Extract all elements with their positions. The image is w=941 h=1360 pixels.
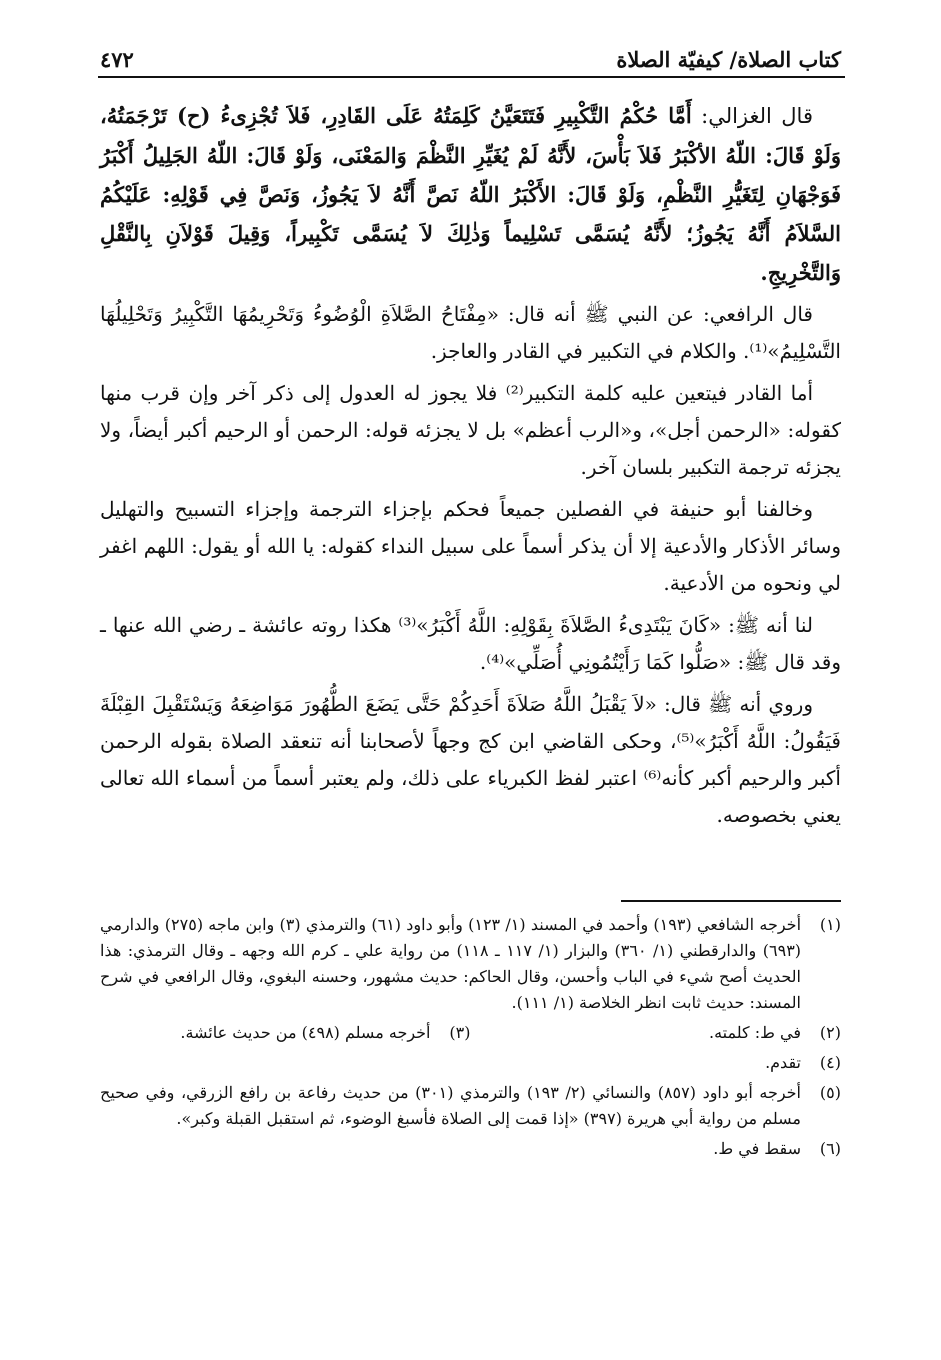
footnote-text: تقدم. — [765, 1053, 801, 1072]
rafii-paragraph: قال الرافعي: عن النبي ﷺ أنه قال: «مِفْتَاحُ الصَّلاَةِ الْوُضُوءُ وَتَحْرِيمُهَا التَّكْبِيرُ وَتَحْلِيلُهَا التَّسْلِيمُ»⁽¹⁾. والكلام في التكبير في القادر والعاجز. — [100, 302, 841, 363]
page-number: ٤٧٢ — [100, 47, 134, 72]
paragraph: وروي أنه ﷺ قال: «لاَ يَقْبَلُ اللَّهُ صَلاَةَ أَحَدِكُمْ حَتَّى يَضَعَ الطُّهُورَ مَوَاضِعَهُ وَيَسْتَقْبِلَ القِبْلَةَ فَيَقُولُ: اللَّهُ أَكْبَرُ»⁽⁵⁾، وحكى القاضي ابن كج وجهاً لأصحابنا أنه تنعقد الصلاة بقوله الرحمن أكبر والرحيم أكبر كأنه⁽⁶⁾ اعتبر لفظ الكبرياء على ذلك، ولم يعتبر أسماً من أسماء الله تعالى يعني بخصوصه. — [100, 692, 841, 827]
footnote-text: أخرجه مسلم (٤٩٨) من حديث عائشة. — [180, 1023, 431, 1042]
paragraph: أما القادر فيتعين عليه كلمة التكبير⁽²⁾ فلا يجوز له العدول إلى ذكر آخر وإن قرب منها كقوله: «الرحمن أجل»، و«الرب أعظم» بل لا يجزئه قوله: الرحمن أو الرحيم أكبر أيضاً، ولا يجزئه ترجمة التكبير بلسان آخر. — [100, 381, 841, 479]
footnote — [100, 1136, 841, 1162]
footnote-text: سقط في ط. — [713, 1139, 801, 1158]
footnote-text: أخرجه أبو داود (٨٥٧) والنسائي (٢/ ١٩٣) والترمذي (٣٠١) من حديث رفاعة بن رافع الزرقي، وفي صحيح مسلم من رواية أبي هريرة (٣٩٧) «إذا قمت إلى الصلاة فأسبغ الوضوء، ثم استقبل القبلة وكبر». — [100, 1083, 801, 1128]
footnote-number: (٦) — [819, 1139, 841, 1158]
header-title: كتاب الصلاة/ كيفيّة الصلاة — [616, 47, 841, 72]
footnote — [471, 1020, 842, 1046]
footnote-number: (١) — [819, 915, 841, 934]
footnote-number: (٤) — [819, 1053, 841, 1072]
footnote-text: أخرجه الشافعي (١٩٣) وأحمد في المسند (١/ ١٢٣) وأبو داود (٦١) والترمذي (٣) وابن ماجه (٢٧٥) والدارمي (٦٩٣) والدارقطني (١/ ٣٦٠) والبزار (١/ ١١٧ ـ ١١٨) من رواية علي ـ كرم الله وجهه ـ وقال الترمذي: هذا الحديث أصح شيء في الباب وأحسن، وقال الحاكم: حديث مشهور، وحسنه البغوي، وقال الرافعي في شرح المسند: حديث ثابت انظر الخلاصة (١/ ١١١). — [100, 915, 802, 1012]
header-rule — [98, 76, 845, 78]
footnote-number: (٣) — [449, 1023, 471, 1042]
running-header — [100, 36, 841, 72]
paragraph: وخالفنا أبو حنيفة في الفصلين جميعاً فحكم بإجزاء الترجمة وإجزاء التسبيح والتهليل وسائر الأذكار والأدعية إلا أن يذكر أسماً على سبيل النداء كقوله: يا الله أو يقول: اللهم اغفر لي ونحوه من الأدعية. — [100, 497, 841, 595]
footnote-pair — [100, 1020, 841, 1046]
footnote-rule — [621, 900, 841, 902]
footnote-text: في ط: كلمته. — [709, 1023, 801, 1042]
footnotes — [100, 912, 841, 1166]
footnote-number: (٢) — [819, 1023, 841, 1042]
footnote-number: (٥) — [819, 1083, 841, 1102]
paragraph: لنا أنه ﷺ: «كَانَ يَبْتَدِىءُ الصَّلاَةَ بِقَوْلِهِ: اللَّهُ أَكْبَرُ»⁽³⁾ هكذا روته عائشة ـ رضي الله عنها ـ وقد قال ﷺ: «صَلُّوا كَمَا رَأَيْتُمُونِي أُصَلِّي»⁽⁴⁾. — [100, 613, 841, 674]
footnote — [100, 912, 841, 1016]
ghazali-paragraph — [100, 96, 841, 292]
paragraph-text: أَمَّا حُكْمُ التَّكْبِيرِ فَتَتَعَيَّنُ كَلِمَتُهُ عَلَى القَادِرِ، فَلاَ تُجْزِىءُ (ح) تَرْجَمَتُهُ، وَلَوْ قَالَ: اللّهُ الأكْبَرُ فَلاَ بَأْسَ، لأَنَّهُ لَمْ يُغَيِّرِ النَّظْمَ وَالمَعْنَى، وَلَوْ قَالَ: اللّهُ الجَلِيلُ أَكْبَرُ فَوَجْهَانِ لِتَغَيُّرِ النَّظْمِ، وَلَوْ قَالَ: الأَكْبَرُ اللّهُ نَصَّ أَنَّهُ لاَ يَجُوزُ، وَنَصَّ فِي قَوْلِهِ: عَلَيْكُمُ السَّلاَمُ أَنَّهُ يَجُوزُ؛ لأَنَّهُ يُسَمَّى تَسْلِيماً وَذٰلِكَ لاَ يُسَمَّى تَكْبِيراً، وَقِيلَ قَوْلاَنِ بِالنَّقْلِ وَالتَّخْرِيجِ. — [100, 103, 841, 285]
main-text — [100, 96, 841, 839]
footnote — [100, 1020, 471, 1046]
paragraph-lead: قال الغزالي: — [691, 104, 813, 128]
footnote — [100, 1080, 841, 1132]
footnote — [100, 1050, 841, 1076]
